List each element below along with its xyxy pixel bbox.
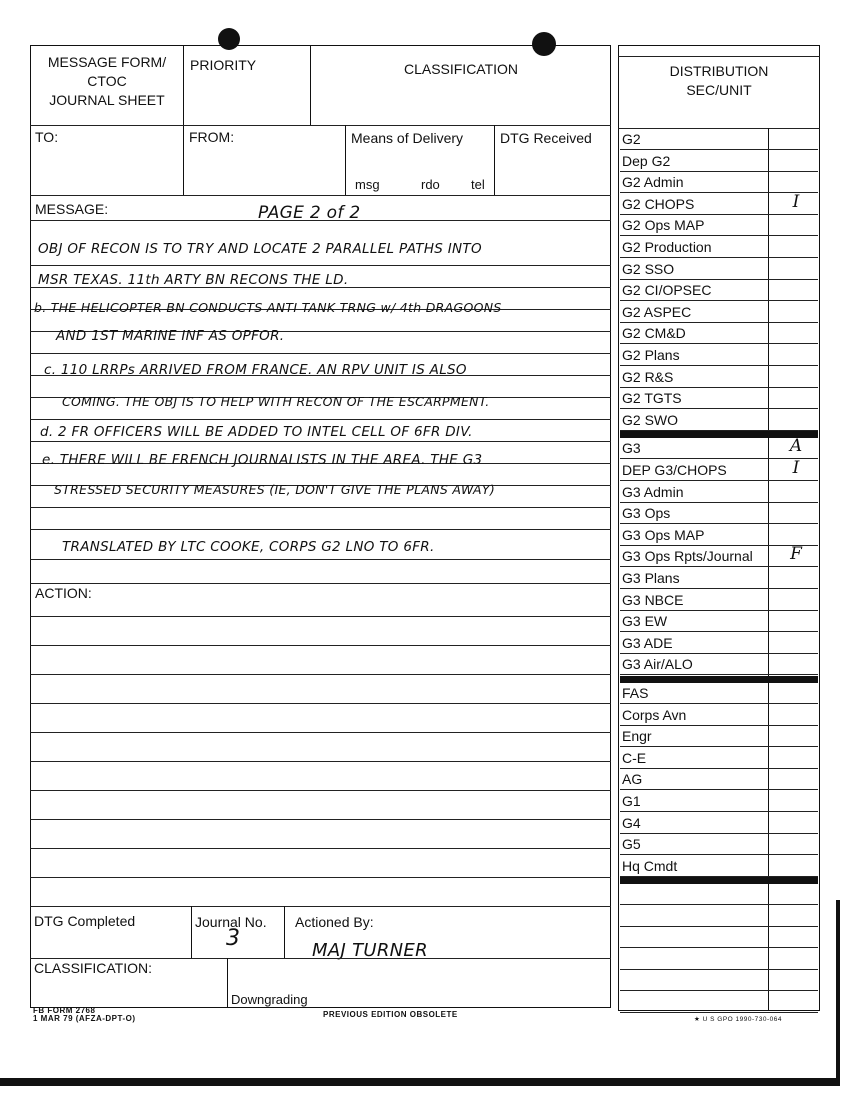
action-line-1 (30, 616, 611, 617)
distribution-row-label: AG (622, 771, 643, 788)
distribution-row (620, 970, 818, 991)
distribution-row-label: G4 (622, 814, 641, 831)
gpo-note: ★ U S GPO 1990-730-064 (694, 1016, 783, 1023)
distribution-row (620, 813, 818, 834)
distribution-row (620, 367, 818, 388)
message-line: b. THE HELICOPTER BN CONDUCTS ANTI TANK TRNG w/ 4th DRAGOONS (34, 300, 502, 315)
page-edge-shadow (0, 1078, 840, 1086)
priority-label: PRIORITY (190, 57, 257, 73)
action-line-3 (30, 674, 611, 675)
distribution-row (620, 590, 818, 611)
distribution-row (620, 280, 818, 301)
divider-v6 (284, 906, 285, 958)
distribution-row (620, 654, 818, 675)
distribution-row (620, 633, 818, 654)
dist-top-line (618, 56, 820, 57)
distribution-row-label: G3 ADE (622, 634, 673, 651)
means-of-delivery-label: Means of Delivery (351, 130, 464, 146)
hole-punch-left (218, 28, 240, 50)
distribution-row-label: G2 CHOPS (622, 195, 695, 212)
distribution-row (620, 992, 818, 1013)
divider-v5 (191, 906, 192, 958)
means-tel: tel (471, 177, 485, 192)
distribution-row (620, 769, 818, 790)
distribution-row (620, 460, 818, 481)
message-line: MSR TEXAS. 11th ARTY BN RECONS THE LD. (38, 272, 349, 288)
distribution-row-mark: A (789, 436, 803, 457)
message-line: TRANSLATED BY LTC COOKE, CORPS G2 LNO TO 6FR. (62, 539, 435, 555)
action-label: ACTION: (35, 585, 92, 601)
means-msg: msg (355, 177, 380, 192)
divider-v2 (310, 45, 311, 126)
distribution-row (620, 410, 818, 431)
distribution-row-label: FAS (622, 685, 649, 701)
line-to-bottom (30, 195, 611, 196)
distribution-title: DISTRIBUTION SEC/UNIT (669, 63, 769, 98)
form-main-box (30, 45, 611, 1008)
distribution-row-label: G1 (622, 793, 641, 809)
distribution-row-label: G2 Ops MAP (622, 217, 705, 234)
distribution-row-label: DEP G3/CHOPS (622, 462, 727, 478)
distribution-row-mark: I (792, 191, 800, 212)
distribution-row-label: G2 R&S (622, 368, 674, 385)
msg-line-14 (30, 529, 611, 530)
action-line-5 (30, 732, 611, 733)
dist-separator (620, 877, 818, 884)
msg-line-6 (30, 353, 611, 354)
message-line: STRESSED SECURITY MEASURES (IE, DON'T GIVE THE PLANS AWAY) (54, 482, 496, 497)
msg-line-15 (30, 559, 611, 560)
distribution-row-label: C-E (622, 749, 647, 766)
distribution-row-label: G2 Production (622, 239, 712, 255)
page-note: PAGE 2 of 2 (258, 203, 361, 223)
distribution-row (620, 611, 818, 632)
action-line-11 (30, 906, 611, 907)
distribution-row-label: G3 Admin (622, 483, 684, 500)
action-line-9 (30, 848, 611, 849)
dtg-completed-label: DTG Completed (34, 913, 136, 929)
distribution-row (620, 949, 818, 970)
distribution-row-label: G2 SSO (622, 260, 675, 277)
to-label: TO: (35, 129, 59, 145)
actioned-by-value: MAJ TURNER (312, 940, 428, 961)
distribution-row (620, 302, 818, 323)
distribution-row-label: G3 EW (622, 613, 668, 630)
message-line: d. 2 FR OFFICERS WILL BE ADDED TO INTEL CELL OF 6FR DIV. (40, 424, 473, 440)
message-label: MESSAGE: (35, 201, 109, 217)
distribution-row-label: G3 Air/ALO (622, 656, 693, 673)
action-line-10 (30, 877, 611, 878)
distribution-row-label: Corps Avn (622, 706, 687, 723)
distribution-row-label: Engr (622, 728, 652, 745)
distribution-row (620, 345, 818, 366)
msg-line-10 (30, 441, 611, 442)
action-line-8 (30, 819, 611, 820)
distribution-row (620, 834, 818, 855)
distribution-row-label: G5 (622, 836, 641, 853)
message-line: COMING. THE OBJ IS TO HELP WITH RECON OF THE ESCARPMENT. (62, 394, 490, 409)
from-label: FROM: (189, 129, 235, 145)
distribution-row (620, 151, 818, 172)
distribution-row (620, 482, 818, 503)
distribution-row (620, 237, 818, 258)
distribution-row (620, 172, 818, 193)
distribution-row-mark: F (790, 544, 802, 565)
distribution-row-label: G3 NBCE (622, 591, 684, 608)
message-line: c. 110 LRRPs ARRIVED FROM FRANCE. AN RPV UNIT IS ALSO (44, 362, 467, 378)
distribution-row (620, 726, 818, 747)
distribution-row (620, 323, 818, 344)
action-line-6 (30, 761, 611, 762)
action-line-2 (30, 645, 611, 646)
distribution-row-label: Dep G2 (622, 152, 671, 169)
distribution-row (620, 546, 818, 567)
line-header-bottom (30, 125, 611, 126)
journal-no-label: Journal No. (195, 914, 267, 930)
distribution-row (620, 568, 818, 589)
distribution-row-label: G3 Ops Rpts/Journal (622, 548, 753, 565)
actioned-by-label: Actioned By: (295, 914, 374, 930)
distribution-row-mark: I (792, 458, 800, 478)
distribution-row (620, 748, 818, 769)
distribution-row (620, 791, 818, 812)
distribution-row (620, 683, 818, 704)
distribution-row (620, 525, 818, 546)
distribution-row (620, 906, 818, 927)
divider-v1 (183, 45, 184, 195)
message-line: AND 1ST MARINE INF AS OPFOR. (56, 328, 285, 344)
distribution-row (620, 388, 818, 409)
distribution-row-label: G3 Ops MAP (622, 526, 705, 543)
distribution-row-label: Hq Cmdt (622, 857, 678, 874)
distribution-row-label: G2 CM&D (622, 325, 686, 342)
page-edge-right (836, 900, 840, 1086)
means-rdo: rdo (421, 177, 440, 192)
distribution-row-label: G2 Plans (622, 347, 680, 363)
distribution-row-label: G2 Admin (622, 174, 684, 191)
msg-line-2 (30, 265, 611, 266)
distribution-row (620, 215, 818, 236)
action-line-7 (30, 790, 611, 791)
distribution-row-label: G3 Ops (622, 505, 671, 522)
downgrading-label: Downgrading (231, 992, 308, 1007)
distribution-row-label: G2 TGTS (622, 390, 682, 407)
distribution-row (620, 438, 818, 459)
divider-v3 (345, 125, 346, 195)
message-line: OBJ OF RECON IS TO TRY AND LOCATE 2 PARALLEL PATHS INTO (38, 241, 482, 257)
form-title: MESSAGE FORM/ CTOC JOURNAL SHEET (47, 54, 167, 108)
distribution-row (620, 191, 818, 215)
distribution-row (620, 884, 818, 905)
form-id: FB FORM 2768 1 MAR 79 (AFZA-DPT-O) (33, 1006, 136, 1023)
msg-line-1 (30, 220, 611, 221)
distribution-row (620, 856, 818, 877)
distribution-row-label: G2 ASPEC (622, 303, 692, 320)
distribution-row (620, 259, 818, 280)
divider-v4 (494, 125, 495, 195)
dtg-received-label: DTG Received (500, 130, 592, 146)
classification-label: CLASSIFICATION (403, 61, 519, 77)
previous-edition-note: PREVIOUS EDITION OBSOLETE (323, 1010, 458, 1019)
dist-separator (620, 676, 818, 683)
distribution-row-label: G2 CI/OPSEC (622, 282, 712, 299)
divider-v7 (227, 958, 228, 1008)
distribution-row (620, 129, 818, 150)
hole-punch-right (532, 32, 556, 56)
message-line: e. THERE WILL BE FRENCH JOURNALISTS IN THE AREA. THE G3 (42, 452, 483, 468)
msg-line-13 (30, 507, 611, 508)
action-line-4 (30, 703, 611, 704)
line-classification-top (30, 958, 611, 959)
distribution-row-label: G3 (622, 440, 641, 457)
distribution-row (620, 927, 818, 948)
distribution-row-label: G2 (622, 131, 641, 147)
classification-footer-label: CLASSIFICATION: (34, 960, 152, 976)
distribution-row-label: G2 SWO (622, 411, 679, 428)
distribution-row (620, 705, 818, 726)
distribution-row (620, 503, 818, 524)
distribution-row-label: G3 Plans (622, 570, 680, 586)
msg-line-9 (30, 419, 611, 420)
journal-no-value: 3 (226, 926, 241, 951)
msg-line-16 (30, 583, 611, 584)
